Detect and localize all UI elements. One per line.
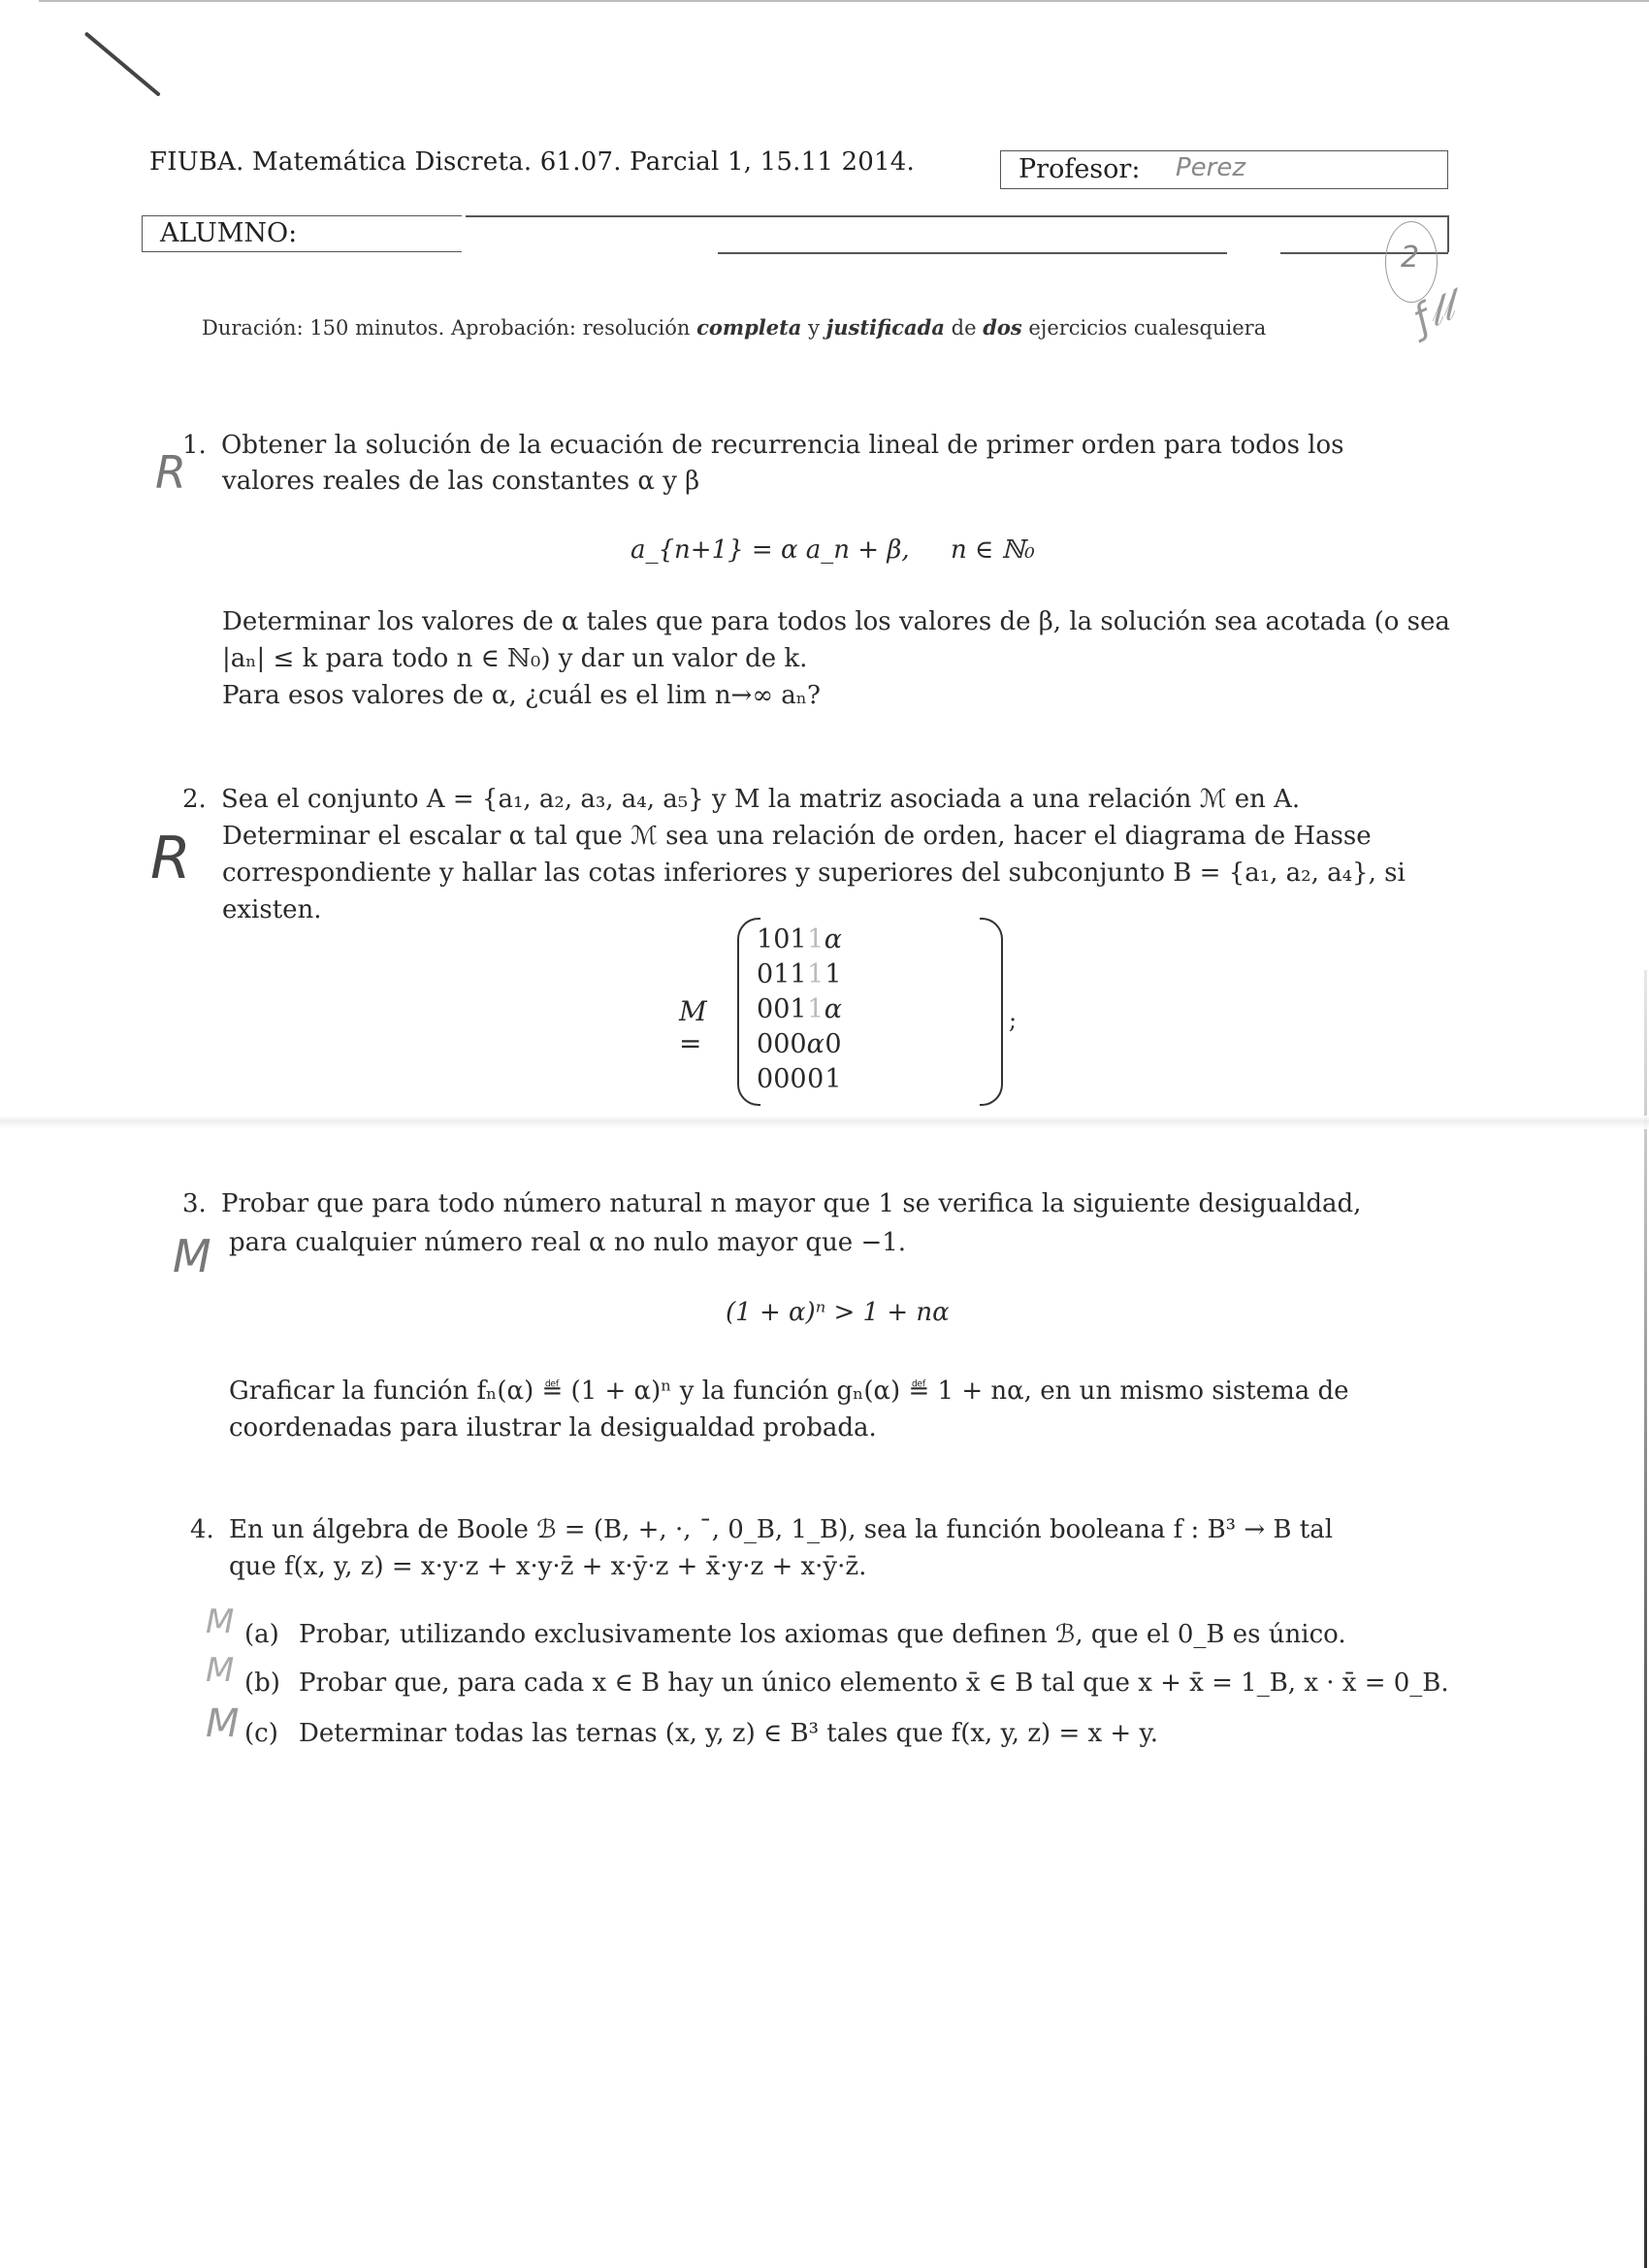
problem-4-item-b <box>244 1665 1449 1701</box>
matrix-row <box>757 922 842 956</box>
exam-header <box>149 147 915 177</box>
matrix-cell: 0 <box>757 993 774 1024</box>
matrix-cell: 1 <box>790 993 807 1024</box>
alumno-rule <box>718 252 1227 254</box>
staple-icon <box>84 31 161 96</box>
institution: FIUBA <box>149 147 237 177</box>
matrix-cell: 0 <box>757 1063 774 1094</box>
matrix-cell: 0 <box>757 1028 774 1059</box>
problem-number: 3. <box>182 1189 207 1218</box>
problem-text: Probar que para todo número natural n mayor que 1 se verifica la siguiente desigualdad, <box>221 1189 1362 1218</box>
matrix-cell: 0 <box>807 1063 824 1094</box>
item-b-mark: M <box>206 1651 235 1690</box>
instructions-emph-completa: completa <box>696 315 802 340</box>
problem-2-line2: Determinar el escalar α tal que ℳ sea una relación de orden, hacer el diagrama de Hasse <box>222 822 1372 851</box>
problem-2-mark: R <box>150 825 191 892</box>
problem-number: 2. <box>182 785 207 814</box>
problem-4 <box>190 1511 1333 1548</box>
problem-number: 1. <box>182 431 207 460</box>
problem-text: En un álgebra de Boole ℬ = (B, +, ·, ¯, 0_B, 1_B), sea la función booleana f : B³ → B tal <box>229 1515 1334 1544</box>
problem-1-para2: Para esos valores de α, ¿cuál es el lim n→∞ aₙ? <box>222 681 821 710</box>
problem-1 <box>182 427 1344 464</box>
matrix-cell: 1 <box>824 1063 842 1094</box>
matrix-cell: 1 <box>807 958 824 989</box>
grade-handwritten: 2 <box>1401 241 1420 275</box>
instructions-emph-dos: dos <box>983 315 1022 340</box>
matrix-cell: 0 <box>773 1063 791 1094</box>
matrix-cell: 0 <box>790 1028 807 1059</box>
problem-text: Obtener la solución de la ecuación de recurrencia lineal de primer orden para todos los <box>221 431 1344 460</box>
problem-1-mark: R <box>155 446 186 499</box>
problem-4-item-c <box>244 1715 1158 1752</box>
matrix-cell: α <box>824 993 843 1024</box>
course-line: . Matemática Discreta. 61.07. Parcial 1, 15.11 2014. <box>236 147 915 177</box>
matrix-cell: α <box>824 923 843 955</box>
problem-3 <box>182 1185 1361 1222</box>
instructions-mid1: y <box>801 316 826 340</box>
profesor-box <box>1000 150 1448 189</box>
matrix-semicolon: ; <box>1009 1007 1018 1034</box>
item-label: (b) <box>244 1669 280 1698</box>
instructions-prefix: Duración: 150 minutos. Aprobación: resolución <box>202 316 697 340</box>
item-a-mark: M <box>206 1603 235 1641</box>
problem-3-mark: M <box>173 1230 211 1282</box>
matrix-cell: 1 <box>757 923 774 955</box>
problem-1-domain: n ∈ ℕ₀ <box>951 535 1035 565</box>
alumno-label: ALUMNO: <box>160 218 298 248</box>
problem-4-line2: que f(x, y, z) = x·y·z + x·y·z̄ + x·ȳ·z + x̄·y·z + x·ȳ·z̄. <box>229 1552 867 1581</box>
paper-fold <box>0 1116 1649 1129</box>
matrix-table <box>757 922 842 1096</box>
matrix-cell: 1 <box>824 958 842 989</box>
item-text: Probar que, para cada x ∈ B hay un único elemento x̄ ∈ B tal que x + x̄ = 1_B, x · x̄ = 0_B. <box>299 1669 1449 1698</box>
alumno-box-right-edge <box>1447 215 1449 252</box>
instructions-mid2: de <box>944 316 984 340</box>
problem-1-line2: valores reales de las constantes α y β <box>222 467 700 496</box>
problem-4-item-a <box>244 1616 1346 1653</box>
instructions-emph-justificada: justificada <box>825 315 945 340</box>
problem-2-line4: existen. <box>222 895 322 924</box>
scan-edge-right <box>1644 970 1647 2268</box>
matrix-cell: 0 <box>824 1028 842 1059</box>
item-c-mark: M <box>206 1701 240 1746</box>
matrix-cell: 1 <box>773 958 791 989</box>
problem-2-line3: correspondiente y hallar las cotas inferiores y superiores del subconjunto B = {a₁, a₂, a₄}, si <box>222 859 1406 888</box>
item-label: (a) <box>244 1620 279 1649</box>
matrix-cell: 1 <box>790 958 807 989</box>
matrix-cell: 0 <box>773 923 791 955</box>
matrix-cell: 1 <box>790 923 807 955</box>
matrix-label: M = <box>679 995 707 1059</box>
matrix-cell: 0 <box>773 1028 791 1059</box>
problem-3-formula: (1 + α)ⁿ > 1 + nα <box>726 1298 950 1327</box>
instructions-suffix: ejercicios cualesquiera <box>1021 316 1267 340</box>
matrix-row <box>757 991 842 1026</box>
problem-number: 4. <box>190 1515 214 1544</box>
matrix-cell: α <box>806 1028 824 1059</box>
problem-1-formula: a_{n+1} = α a_n + β, <box>630 535 910 565</box>
signature-icon: ƒ𝓁𝓁 <box>1406 284 1462 342</box>
profesor-handwritten: Perez <box>1176 153 1246 182</box>
problem-2 <box>182 781 1300 818</box>
alumno-box <box>142 215 462 252</box>
item-text: Determinar todas las ternas (x, y, z) ∈ B³ tales que f(x, y, z) = x + y. <box>299 1719 1158 1748</box>
problem-3-line2: para cualquier número real α no nulo mayor que −1. <box>229 1228 907 1257</box>
problem-text: Sea el conjunto A = {a₁, a₂, a₃, a₄, a₅} y M la matriz asociada a una relación ℳ en A. <box>221 785 1301 814</box>
problem-3-para2: coordenadas para ilustrar la desigualdad probada. <box>229 1413 877 1442</box>
matrix-cell: 0 <box>790 1063 807 1094</box>
matrix-cell: 0 <box>773 993 791 1024</box>
instructions <box>202 315 1266 340</box>
matrix-row <box>757 1061 842 1096</box>
item-text: Probar, utilizando exclusivamente los axiomas que definen ℬ, que el 0_B es único. <box>299 1620 1346 1649</box>
matrix-row <box>757 1026 842 1061</box>
matrix-cell: 0 <box>757 958 774 989</box>
scan-edge-top <box>39 0 1649 2</box>
matrix-right-paren <box>980 918 1003 1106</box>
problem-3-para1: Graficar la función fₙ(α) ≝ (1 + α)ⁿ y la función gₙ(α) ≝ 1 + nα, en un mismo sistema de <box>229 1377 1349 1406</box>
profesor-label: Profesor: <box>1018 154 1141 184</box>
matrix-row <box>757 956 842 991</box>
matrix-cell: 1 <box>807 923 824 955</box>
header-rule <box>466 215 1448 217</box>
problem-1-para1: Determinar los valores de α tales que para todos los valores de β, la solución sea acotada (o sea |aₙ| ≤ k para todo n ∈ ℕ₀) y dar un valor de k. <box>222 607 1450 673</box>
item-label: (c) <box>244 1719 278 1748</box>
matrix-cell: 1 <box>807 993 824 1024</box>
